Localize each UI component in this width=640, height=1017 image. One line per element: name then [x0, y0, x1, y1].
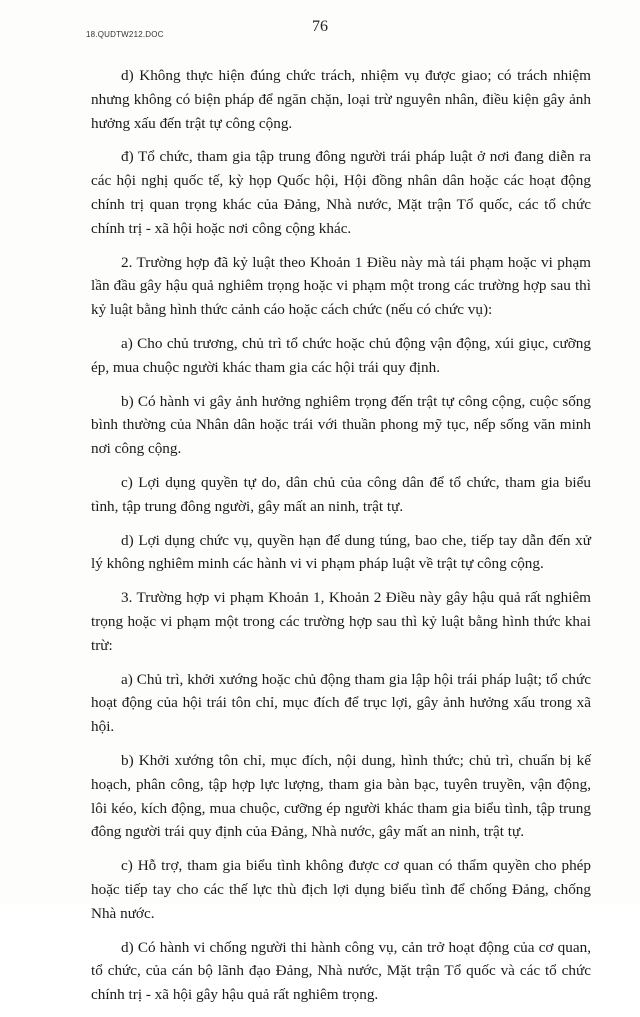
paragraph-2: 2. Trường hợp đã kỷ luật theo Khoản 1 Điều này mà tái phạm hoặc vi phạm lần đầu gây hậu quả nghiêm trọng hoặc vi phạm một trong các trường hợp sau thì kỷ luật bằng hình thức cảnh cáo hoặc cách chức (nếu có chức vụ): — [91, 253, 591, 319]
paragraph-1dd: đ) Tổ chức, tham gia tập trung đông người trái pháp luật ở nơi đang diễn ra các hội nghị quốc tế, kỳ họp Quốc hội, Hội đồng nhân dân hoặc các hoạt động chính trị quan trọng khác của Đảng, Nhà nước, Mặt trận Tổ quốc, các tổ chức chính trị - xã hội hoặc nơi công cộng khác. — [91, 148, 591, 237]
paragraph-3: 3. Trường hợp vi phạm Khoản 1, Khoản 2 Điều này gây hậu quả rất nghiêm trọng hoặc vi phạm một trong các trường hợp sau thì kỷ luật bằng hình thức khai trừ: — [91, 589, 591, 654]
file-label: 18.QUDTW212.DOC — [86, 30, 164, 39]
paragraph-3b: b) Khởi xướng tôn chỉ, mục đích, nội dung, hình thức; chủ trì, chuẩn bị kế hoạch, phân công, tập hợp lực lượng, tham gia bàn bạc, tuyên truyền, vận động, lôi kéo, kích động, mua chuộc, cưỡng ép người khác tham gia biểu tình, tập trung đông người trái quy định của Đảng, Nhà nước, gây mất an ninh, trật tự. — [91, 751, 591, 841]
paragraph-1d: d) Không thực hiện đúng chức trách, nhiệm vụ được giao; có trách nhiệm nhưng không có biện pháp để ngăn chặn, loại trừ nguyên nhân, điều kiện gây ảnh hưởng xấu đến trật tự công cộng. — [91, 67, 591, 132]
page-number: 76 — [312, 18, 328, 35]
paragraph-3a: a) Chủ trì, khởi xướng hoặc chủ động tham gia lập hội trái pháp luật; tổ chức hoạt động của hội trái tôn chỉ, mục đích để trục lợi, gây ảnh hưởng xấu trong xã hội. — [91, 670, 591, 736]
paragraph-2d: d) Lợi dụng chức vụ, quyền hạn để dung túng, bao che, tiếp tay dẫn đến xử lý không nghiêm minh các hành vi vi phạm pháp luật về trật tự công cộng. — [91, 531, 591, 573]
paragraph-2a: a) Cho chủ trương, chủ trì tổ chức hoặc chủ động vận động, xúi giục, cưỡng ép, mua chuộc người khác tham gia các hội trái quy định. — [91, 334, 591, 376]
paragraph-2b: b) Có hành vi gây ảnh hưởng nghiêm trọng đến trật tự công cộng, cuộc sống bình thường của Nhân dân hoặc trái với thuần phong mỹ tục, nếp sống văn minh nơi công cộng. — [91, 392, 591, 458]
paragraph-3c: c) Hỗ trợ, tham gia biểu tình không được cơ quan có thẩm quyền cho phép hoặc tiếp tay cho các thế lực thù địch lợi dụng biểu tình để chống Đảng, chống Nhà nước. — [91, 857, 591, 922]
paragraph-3d: d) Có hành vi chống người thi hành công vụ, cản trở hoạt động của cơ quan, tổ chức, của cán bộ lãnh đạo Đảng, Nhà nước, Mặt trận Tổ quốc và các tổ chức chính trị - xã hội gây hậu quả rất nghiêm trọng. — [91, 938, 591, 1004]
document-body — [91, 64, 591, 1017]
paragraph-2c: c) Lợi dụng quyền tự do, dân chủ của công dân để tổ chức, tham gia biểu tình, tập trung đông người, gây mất an ninh, trật tự. — [91, 473, 591, 515]
